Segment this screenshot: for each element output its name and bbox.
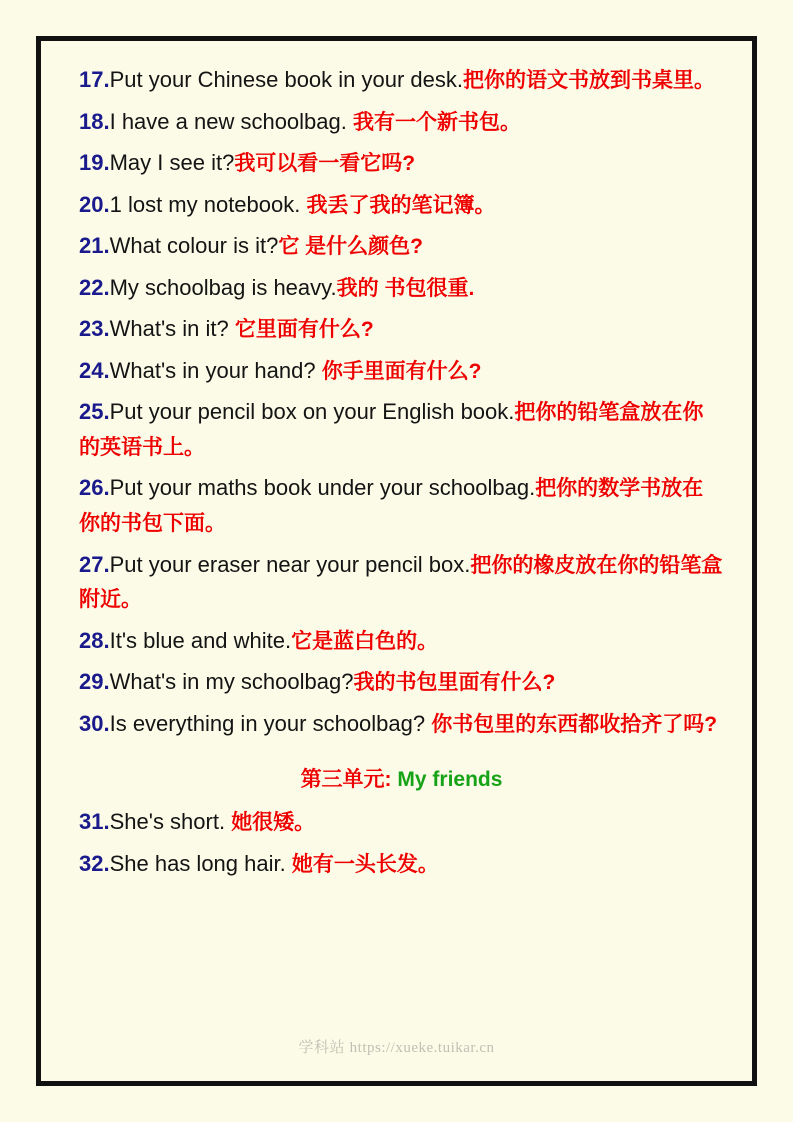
item-number: 17. bbox=[79, 67, 110, 92]
item-chinese: 它 是什么颜色? bbox=[278, 235, 423, 259]
item-chinese: 我丢了我的笔记簿。 bbox=[306, 193, 496, 217]
item-english: 1 lost my notebook. bbox=[109, 191, 307, 217]
watermark-label: 学科站 bbox=[298, 1039, 350, 1056]
item-chinese: 我有一个新书包。 bbox=[352, 110, 521, 134]
item-chinese: 把你的橡皮放在你的铅笔盒附近。 bbox=[79, 553, 723, 612]
item-english: May I see it? bbox=[109, 150, 235, 176]
list-item bbox=[79, 229, 724, 264]
item-number: 22. bbox=[79, 274, 110, 300]
item-number: 20. bbox=[79, 191, 110, 217]
item-chinese: 把你的数学书放在你的书包下面。 bbox=[79, 477, 704, 536]
item-english: Put your pencil box on your English book. bbox=[109, 399, 515, 425]
item-chinese: 她很矮。 bbox=[231, 811, 316, 835]
item-chinese: 把你的语文书放到书桌里。 bbox=[463, 69, 716, 92]
list-item bbox=[79, 471, 724, 540]
item-number: 28. bbox=[79, 627, 110, 653]
list-item bbox=[79, 105, 724, 140]
section-heading-chinese: 第三单元: bbox=[300, 768, 398, 792]
item-english: She's short. bbox=[109, 809, 232, 835]
item-chinese: 它是蓝白色的。 bbox=[291, 629, 439, 653]
list-item bbox=[79, 271, 724, 306]
item-number: 23. bbox=[79, 316, 110, 342]
document-body bbox=[79, 63, 724, 888]
item-chinese: 我的 书包很重. bbox=[336, 276, 475, 300]
item-number: 26. bbox=[79, 475, 110, 501]
item-chinese: 我的书包里面有什么? bbox=[353, 671, 556, 695]
item-english: I have a new schoolbag. bbox=[109, 108, 353, 134]
page-border-frame bbox=[36, 36, 757, 1086]
item-chinese: 它里面有什么? bbox=[234, 318, 374, 342]
item-number: 29. bbox=[79, 669, 110, 695]
list-item bbox=[79, 707, 724, 742]
item-english: Is everything in your schoolbag? bbox=[109, 710, 432, 736]
item-number: 21. bbox=[79, 233, 110, 259]
list-item bbox=[79, 665, 724, 700]
list-item bbox=[79, 312, 724, 347]
list-item bbox=[79, 354, 724, 389]
item-number: 24. bbox=[79, 357, 110, 383]
item-chinese: 我可以看一看它吗? bbox=[234, 152, 416, 176]
item-english: What's in it? bbox=[109, 316, 235, 342]
item-chinese: 她有一头长发。 bbox=[291, 852, 439, 876]
item-number: 30. bbox=[79, 710, 110, 736]
item-english: My schoolbag is heavy. bbox=[109, 274, 337, 300]
list-item bbox=[79, 395, 724, 464]
item-english: Put your Chinese book in your desk. bbox=[109, 67, 464, 92]
item-english: Put your maths book under your schoolbag. bbox=[109, 475, 536, 501]
item-number: 31. bbox=[79, 809, 110, 835]
item-number: 32. bbox=[79, 850, 110, 876]
list-item bbox=[79, 548, 724, 617]
item-english: What colour is it? bbox=[109, 233, 279, 259]
watermark bbox=[41, 1036, 752, 1057]
item-chinese: 你书包里的东西都收拾齐了吗? bbox=[431, 712, 718, 736]
watermark-url: https://xueke.tuikar.cn bbox=[349, 1040, 495, 1056]
item-chinese: 把你的铅笔盒放在你的英语书上。 bbox=[79, 401, 704, 459]
section-heading-english: My friends bbox=[397, 768, 503, 792]
item-english: Put your eraser near your pencil box. bbox=[109, 551, 471, 577]
list-item bbox=[79, 805, 724, 840]
item-english: What's in your hand? bbox=[109, 357, 322, 383]
item-number: 19. bbox=[79, 150, 110, 176]
item-chinese: 你手里面有什么? bbox=[321, 359, 482, 383]
list-item bbox=[79, 624, 724, 659]
section-heading bbox=[79, 763, 724, 793]
item-number: 27. bbox=[79, 551, 110, 577]
list-item bbox=[79, 188, 724, 223]
list-item bbox=[79, 847, 724, 882]
item-english: It's blue and white. bbox=[109, 627, 292, 653]
item-english: What's in my schoolbag? bbox=[109, 669, 354, 695]
item-english: She has long hair. bbox=[109, 850, 292, 876]
item-number: 25. bbox=[79, 399, 110, 425]
list-item bbox=[79, 146, 724, 181]
list-item bbox=[79, 63, 724, 98]
item-number: 18. bbox=[79, 108, 110, 134]
